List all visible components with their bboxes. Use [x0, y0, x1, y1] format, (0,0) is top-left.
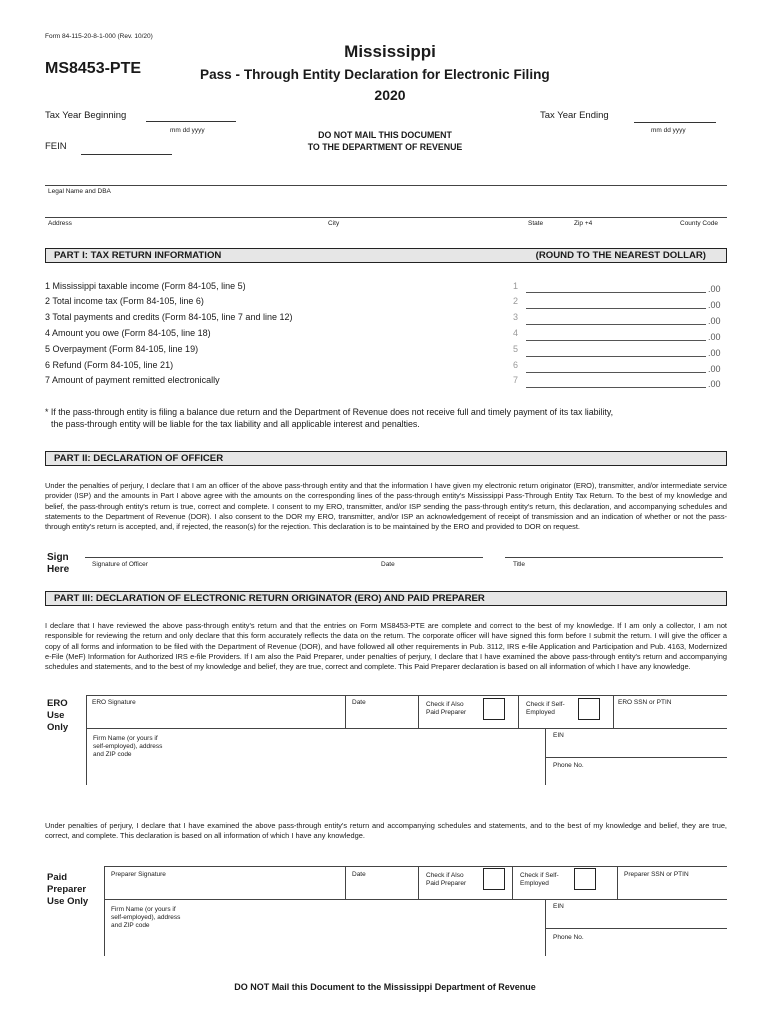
tax-year-beginning-input[interactable] — [146, 121, 236, 122]
ero-firm-3: and ZIP code — [93, 751, 132, 758]
officer-signature-input[interactable] — [85, 557, 483, 558]
officer-signature-label: Signature of Officer — [92, 561, 148, 568]
cents-4: .00 — [708, 332, 721, 342]
cents-1: .00 — [708, 284, 721, 294]
tax-year-ending-input[interactable] — [634, 122, 716, 123]
preparer-firm-input[interactable] — [200, 903, 540, 953]
preparer-date-label: Date — [352, 871, 366, 878]
amount-input-7[interactable] — [526, 387, 706, 388]
ero-firm-1: Firm Name (or yours if — [93, 735, 158, 742]
preparer-ssn-label: Preparer SSN or PTIN — [624, 871, 689, 878]
ero-self-employed-1: Check if Self- — [526, 701, 565, 708]
preparer-side-1: Paid — [47, 872, 68, 883]
cents-5: .00 — [708, 348, 721, 358]
tax-year-ending-hint: mm dd yyyy — [651, 127, 686, 134]
ero-signature-input[interactable] — [90, 708, 340, 726]
ero-side-1: ERO — [47, 698, 68, 709]
part3-declaration: I declare that I have reviewed the above pass-through entity's return and that the entries on Form MS8453-PTE are complete and correct to the best of my knowledge. If I am only a collector, I am not responsible for reviewing the return and only declare that this form accurately reflects the data on the return. The corporate officer will have signed this form before I submit the return. I will give the officer a copy of all forms and information to be filed with the Department of Revenue (DOR), and have followed all other requirements in Pub. 3112, IRS e-file Application and Participation and Pub. 4163, Modernized e-File (MeF) Information for Authorized IRS e-file Providers. If I am also the Paid Preparer, under penalties of perjury, I declare that I have examined the above pass-through entity's return and accompanying schedules and statements, and to the best of my knowledge and belief, they are true, correct and complete. This Paid Preparer declaration is based on all information of which I have any knowledge. — [45, 621, 727, 672]
preparer-ein-label: EIN — [553, 903, 564, 910]
city-label: City — [328, 220, 340, 227]
preparer-firm-2: self-employed), address — [111, 914, 181, 921]
part2-declaration: Under the penalties of perjury, I declare that I am an officer of the above pass-through entity and that the information I have given my electronic return originator (ERO), transmitter, and/or intermediate service provider (ISP) and the amounts in Part I above agree with the amounts on the corresponding lines of the pass-through entity's Mississippi Pass-Through Entity Tax Return. To the best of my knowledge and belief, the pass-through entity's return is true, correct and complete. I consent to my ERO, transmitter, and/or ISP sending the pass-through entity's return, this declaration, and accompanying schedules and statements to the Department of Revenue (DOR). I also consent to the DOR my ERO, transmitter, and/or ISP an acknowledgement of receipt of transmission and an indication of whether or not the pass-through entity's return is accepted, and, if rejected, the reason(s) for the rejection. This declaration is to be maintained by the ERO and provided to DOR on request. — [45, 481, 727, 532]
ero-div-1 — [345, 695, 346, 728]
ero-side-2: Use — [47, 710, 65, 721]
line-item-3: 3 Total payments and credits (Form 84-105, line 7 and line 12) — [45, 312, 293, 322]
preparer-div-2 — [418, 866, 419, 899]
ero-ein-label: EIN — [553, 732, 564, 739]
footer-notice: DO NOT Mail this Document to the Mississippi Department of Revenue — [234, 982, 536, 992]
part1-title: PART I: TAX RETURN INFORMATION — [54, 250, 222, 261]
cents-6: .00 — [708, 364, 721, 374]
ero-also-preparer-checkbox[interactable] — [483, 698, 505, 720]
ero-mid-rule — [86, 728, 727, 729]
sign-here-2: Here — [47, 564, 70, 575]
tax-year-beginning-hint: mm dd yyyy — [170, 127, 205, 134]
do-not-mail-line2: TO THE DEPARTMENT OF REVENUE — [307, 142, 463, 152]
amount-input-3[interactable] — [526, 324, 706, 325]
sign-here-1: Sign — [47, 552, 69, 563]
preparer-ein-rule — [545, 928, 727, 929]
ero-div-2 — [418, 695, 419, 728]
form-year: 2020 — [374, 87, 406, 103]
preparer-declaration: Under penalties of perjury, I declare that I have examined the above pass-through entity's return and accompanying schedules and statements, and to the best of my knowledge and belief, they are true, correct, and complete. This declaration is based on all information of which I have any knowledge. — [45, 821, 727, 841]
legal-name-input[interactable] — [45, 185, 727, 186]
preparer-also-2: Paid Preparer — [426, 880, 467, 887]
state-title: Mississippi — [344, 42, 436, 61]
address-label: Address — [48, 220, 72, 227]
line-num-5: 5 — [512, 344, 518, 354]
line-item-7: 7 Amount of payment remitted electronically — [45, 375, 220, 385]
ero-firm-2: self-employed), address — [93, 743, 163, 750]
preparer-signature-label: Preparer Signature — [111, 871, 166, 878]
line-item-5: 5 Overpayment (Form 84-105, line 19) — [45, 344, 199, 354]
legal-name-label: Legal Name and DBA — [48, 188, 111, 195]
preparer-firm-3: and ZIP code — [111, 922, 150, 929]
line-num-3: 3 — [512, 312, 518, 322]
officer-date-label: Date — [381, 561, 395, 568]
preparer-also-1: Check if Also — [426, 872, 464, 879]
amount-input-6[interactable] — [526, 372, 706, 373]
preparer-self-employed-2: Employed — [520, 880, 549, 887]
ero-phone-label: Phone No. — [553, 762, 584, 769]
part1-footnote-line2: the pass-through entity will be liable for the tax liability and all applicable interest and penalties. — [51, 419, 420, 429]
ero-also-preparer-2: Paid Preparer — [426, 709, 467, 716]
ero-also-preparer-1: Check if Also — [426, 701, 464, 708]
ero-ssn-label: ERO SSN or PTIN — [618, 699, 672, 706]
line-item-6: 6 Refund (Form 84-105, line 21) — [45, 360, 174, 370]
address-line[interactable] — [45, 217, 727, 218]
part3-title: PART III: DECLARATION OF ELECTRONIC RETURN ORIGINATOR (ERO) AND PAID PREPARER — [54, 593, 485, 604]
amount-input-4[interactable] — [526, 340, 706, 341]
preparer-top-rule — [104, 866, 727, 867]
preparer-side-2: Preparer — [47, 884, 87, 895]
preparer-signature-input[interactable] — [108, 880, 340, 898]
line-num-4: 4 — [512, 328, 518, 338]
state-label: State — [528, 220, 544, 227]
ero-self-employed-checkbox[interactable] — [578, 698, 600, 720]
ero-div-3 — [518, 695, 519, 728]
cents-7: .00 — [708, 379, 721, 389]
part1-header — [45, 248, 727, 263]
tax-year-beginning-label: Tax Year Beginning — [45, 110, 127, 121]
ero-div-4 — [613, 695, 614, 728]
line-num-6: 6 — [512, 360, 518, 370]
preparer-mid-rule — [104, 899, 727, 900]
line-num-2: 2 — [512, 296, 518, 306]
preparer-phone-label: Phone No. — [553, 934, 584, 941]
preparer-firm-1: Firm Name (or yours if — [111, 906, 176, 913]
do-not-mail-line1: DO NOT MAIL THIS DOCUMENT — [318, 130, 452, 140]
form-number: Form 84-115-20-8-1-000 (Rev. 10/20) — [45, 33, 153, 40]
officer-title-input[interactable] — [505, 557, 723, 558]
part3-header — [45, 591, 727, 606]
amount-input-2[interactable] — [526, 308, 706, 309]
ero-signature-label: ERO Signature — [92, 699, 136, 706]
part1-footnote-line1: * If the pass-through entity is filing a balance due return and the Department of Revenue does not receive full and timely payment of its tax liability, — [45, 407, 614, 417]
line-num-1: 1 — [512, 281, 518, 291]
ero-side-3: Only — [47, 722, 69, 733]
ero-firm-input[interactable] — [180, 732, 540, 782]
preparer-self-employed-1: Check if Self- — [520, 872, 559, 879]
part2-title: PART II: DECLARATION OF OFFICER — [54, 453, 224, 464]
part2-header — [45, 451, 727, 466]
ero-self-employed-2: Employed — [526, 709, 555, 716]
preparer-self-employed-checkbox[interactable] — [574, 868, 596, 890]
preparer-also-checkbox[interactable] — [483, 868, 505, 890]
county-code-label: County Code — [680, 220, 718, 227]
ero-date-label: Date — [352, 699, 366, 706]
tax-year-ending-label: Tax Year Ending — [540, 110, 609, 121]
officer-title-label: Title — [513, 561, 526, 568]
preparer-left-rule — [104, 866, 105, 956]
preparer-div-1 — [345, 866, 346, 899]
fein-input[interactable] — [81, 154, 172, 155]
form-code: MS8453-PTE — [45, 60, 142, 77]
ero-ein-rule — [545, 757, 727, 758]
line-item-1: 1 Mississippi taxable income (Form 84-105, line 5) — [45, 281, 246, 291]
line-num-7: 7 — [512, 375, 518, 385]
ero-left-rule — [86, 695, 87, 785]
line-item-2: 2 Total income tax (Form 84-105, line 6) — [45, 296, 204, 306]
preparer-side-3: Use Only — [47, 896, 89, 907]
amount-input-5[interactable] — [526, 356, 706, 357]
fein-label: FEIN — [45, 141, 67, 152]
ero-top-rule — [86, 695, 727, 696]
amount-input-1[interactable] — [526, 292, 706, 293]
zip-label: Zip +4 — [574, 220, 593, 227]
preparer-div-3 — [512, 866, 513, 899]
cents-3: .00 — [708, 316, 721, 326]
cents-2: .00 — [708, 300, 721, 310]
part1-round-note: (ROUND TO THE NEAREST DOLLAR) — [535, 250, 706, 261]
line-item-4: 4 Amount you owe (Form 84-105, line 18) — [45, 328, 211, 338]
preparer-div-4 — [617, 866, 618, 899]
form-title: Pass - Through Entity Declaration for Electronic Filing — [200, 67, 550, 82]
